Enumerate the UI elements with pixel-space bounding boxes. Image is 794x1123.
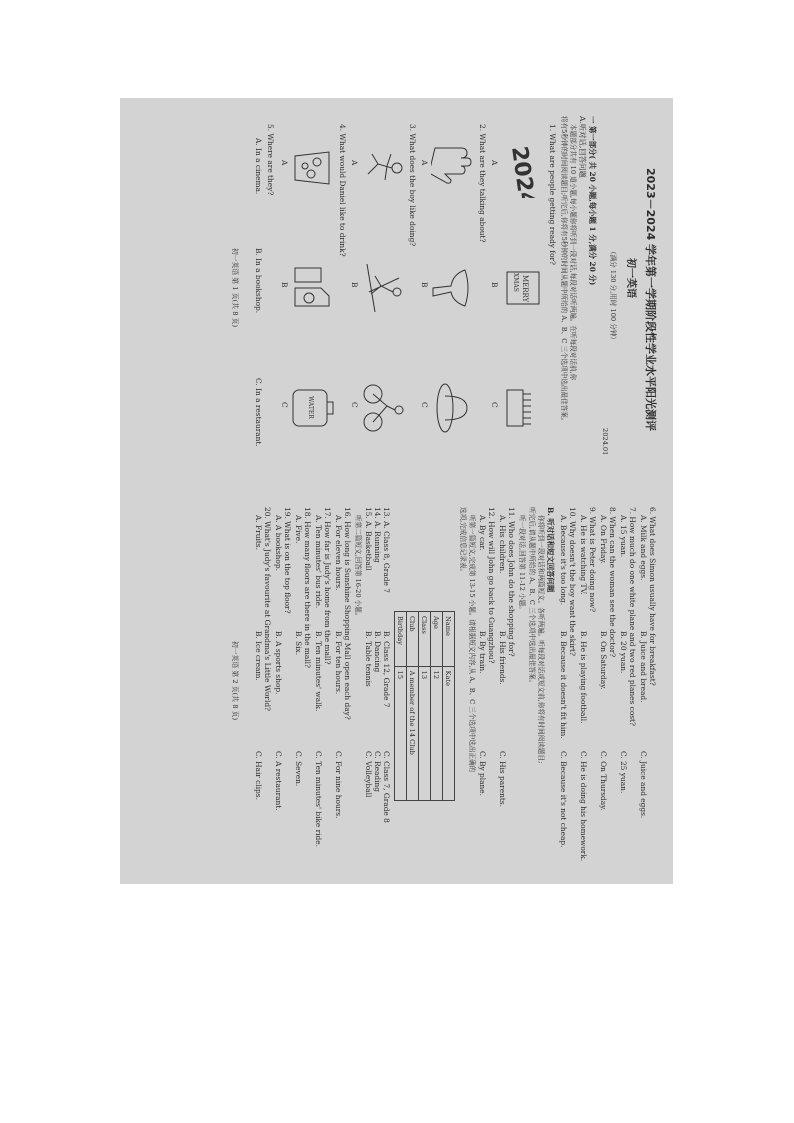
q2-option-a: A [420,160,429,166]
passage2-instr: 听第二篇短文,回答第 16-20 小题。 [354,515,362,620]
q18-option-c: C. Seven. [294,751,303,787]
q17-option-b: B. Ten minutes' walk. [314,631,323,712]
page-1 [120,98,673,491]
q10-option-a: A. Because it's too long. [559,515,568,606]
table-cell: Class [419,612,431,667]
q12-option-a: A. By car. [478,515,487,551]
scarf-icon [431,258,475,318]
question-15: 15. A. Basketball [364,507,373,571]
table-header-value: Kate [443,666,455,800]
q16-option-b: B. For ten hours. [334,631,343,695]
table-row [419,612,431,801]
q4-option-a: A [280,160,289,166]
fruit-juice-cup-icon [291,138,335,198]
q3-option-a: A [350,160,359,166]
q8-option-c: C. On Thursday. [599,751,608,811]
exam-info: （满分 130 分,用时 100 分钟） [609,248,617,343]
exam-date: 2024.01 [601,428,609,456]
q3-option-b: B [350,282,359,288]
q5-option-c: C. In a restaurant. [254,378,263,447]
q7-option-b: B. 20 yuan. [619,631,628,674]
section-a-heading: A.听对话,回答问题 [578,116,587,178]
q1-option-c: C [490,402,499,408]
question-12: 12. How will John go back to Guangzhou? [487,507,496,664]
hat-icon [431,378,475,438]
cycling-icon [361,378,405,438]
svg-text:WATER: WATER [307,396,314,419]
exam-title: 2023－2024 学年第一学期阶段性学业水平阳光测评 [644,168,657,432]
q17-option-a: A. Ten minutes' bus ride. [314,515,323,609]
question-7: 7. How much do one white plane and two red planes cost? [628,507,637,726]
table-row [431,612,443,801]
question-18: 18. How many floors are there in the mall? [303,507,312,668]
section-b-instr1: 你将听到一段对话和两篇短文。各听两遍。听每段对话或短文前,你将有时间阅读题目; [537,515,545,764]
table-cell: A member of the 14 Club [407,666,419,800]
page-2-footer: 初一英语 第 2 页(共 8 页) [231,641,239,721]
q8-option-a: A. On Friday. [599,515,608,564]
q18-option-b: B. Six. [294,631,303,656]
passage1-instr2: 选项,完成信息记录表。 [459,507,467,576]
question-16: 16. How long is Sunshine Shopping Mall open each day? [343,507,352,720]
q3-option-c: C [350,402,359,408]
milk-carton-icon [291,258,335,318]
question-8: 8. When can the woman see the doctor? [608,507,617,658]
exam-sheet [120,98,673,884]
q10-option-b: B. Because it doesn't fit him. [559,631,568,739]
table-cell: Age [431,612,443,667]
q6-option-c: C. Juice and eggs. [639,751,648,819]
table-cell: Club [407,612,419,667]
passage1-instr1: 听第一篇短文,完成第 13-15 小题。请根据短文内容,从 A、B、C 三个选项中选出正确的 [468,515,476,773]
question-17: 17. How far is Judy's home from the mall? [323,507,332,665]
water-bottle-icon [291,378,335,438]
q4-option-b: B [280,282,289,288]
q11-option-b: B. His friends. [498,631,507,685]
skating-boy-icon [361,138,405,198]
q18-option-a: A. Five. [294,515,303,544]
question-20: 20. What's Judy's favourite at Grandma's Little World? [263,507,272,712]
q17-option-c: C. Ten minutes' bike ride. [314,751,323,847]
q20-option-b: B. Ice cream. [254,631,263,681]
table-row [407,612,419,801]
question-11: 11. Who does John do the shopping for? [507,507,516,657]
q1-option-a: A [490,160,499,166]
question-5: 5. Where are they? [266,124,275,196]
q15-option-b: B. Table tennis [364,631,373,687]
q7-option-a: A. 15 yuan. [619,515,628,558]
question-13: 13. A. Class 8, Grade 7 [382,507,391,593]
question-10: 10. Why doesn't the boy want the skirt? [568,507,577,656]
page-1-footer: 初一英语 第 1 页(共 8 页) [231,248,239,328]
q13-option-b: B. Class 12, Grade 7 [382,631,391,708]
q19-option-c: C. A restaurant. [274,751,283,811]
page-2 [120,491,673,884]
q2-option-b: B [420,282,429,288]
q19-option-b: B. A sports shop. [274,631,283,695]
scanned-photo [120,98,673,884]
q14-option-c: C. Reading [373,751,382,793]
question-3: 3. What does the boy like doing? [408,124,417,247]
q10-option-c: C. Because it's not cheap. [559,751,568,848]
instructions-line2: 将有5秒钟的时间阅读题目;听完后,你将有5秒钟的时间从题中所给的 A、B、C 三个选项中选出最佳答案。 [560,116,568,425]
q2-option-c: C [420,402,429,408]
table-header-name: Name [443,612,455,667]
q9-option-c: C. He is doing his homework. [579,751,588,862]
question-1: 1. What are people getting ready for? [548,124,557,266]
q7-option-c: C. 25 yuan. [619,751,628,794]
svg-text:MERRY: MERRY [521,275,529,303]
q20-option-c: C. Hair clips. [254,751,263,800]
skiing-icon [361,258,405,318]
table-cell: Birthday [395,612,407,667]
question-14: 14. A. Running [373,507,382,563]
info-record-table [394,611,455,801]
calendar-2024-icon [501,138,545,198]
q5-option-b: B. In a bookshop. [254,248,263,314]
q14-option-b: B. Dancing [373,631,382,673]
part1-heading: 一 第一部分( 共 20 小题,每小题 1 分,满分 20 分) [588,116,597,286]
q12-option-c: C. By plane. [478,751,487,797]
gloves-icon [431,138,475,198]
christmas-card-icon [501,258,545,318]
q1-option-b: B [490,282,499,288]
q16-option-a: A. For eleven hours. [334,515,343,591]
svg-text:2024: 2024 [506,144,540,198]
q11-option-c: C. His parents. [498,751,507,807]
q4-option-c: C [280,402,289,408]
table-row [395,612,407,801]
exam-subject: 初一英语 [625,258,636,298]
birthday-cake-icon [501,378,545,438]
table-cell: 12 [431,666,443,800]
q9-option-b: B. He is playing football. [579,631,588,724]
q16-option-c: C. For nine hours. [334,751,343,819]
table-cell: 15 [395,666,407,800]
table-cell: 13 [419,666,431,800]
q5-option-a: A. In a cinema. [254,138,263,195]
q19-option-a: A. A bookshop. [274,515,283,571]
question-9: 9. What is Peter doing now? [588,507,597,613]
q20-option-a: A. Fruits. [254,515,263,550]
question-4: 4. What would Daniel like to drink? [338,124,347,257]
q11-option-a: A. His children. [498,515,507,574]
instructions-line1: 本题部分共有 10 道小题,每小题你将听到一段对话,每段对话听两遍。在听每段对话前,你 [569,124,577,381]
section-b-heading: B. 听对话和短文回答问题 [546,507,555,593]
question-2: 2. What are they talking about? [478,124,487,243]
q13-option-c: C. Class 7, Grade 8 [382,751,391,823]
q6-option-a: A. Milk and eggs. [639,515,648,581]
q8-option-b: B. On Saturday. [599,631,608,690]
q6-option-b: B. Juice and bread. [639,631,648,703]
section-b-instr2: 听完后,请从题中所给的 A、B、C 三个选项中选出最佳答案。 [528,507,536,687]
question-6: 6. What does Simon usually have for breakfast? [648,507,657,686]
dialogue-instr: 听一段对话,回答第 11-12 小题。 [518,515,526,613]
q12-option-b: B. By train. [478,631,487,674]
svg-text:XMAS: XMAS [512,273,519,292]
q9-option-a: A. He is watching TV. [579,515,588,595]
question-19: 19. What is on the top floor? [283,507,292,614]
q15-option-c: C. Volleyball [364,751,373,798]
